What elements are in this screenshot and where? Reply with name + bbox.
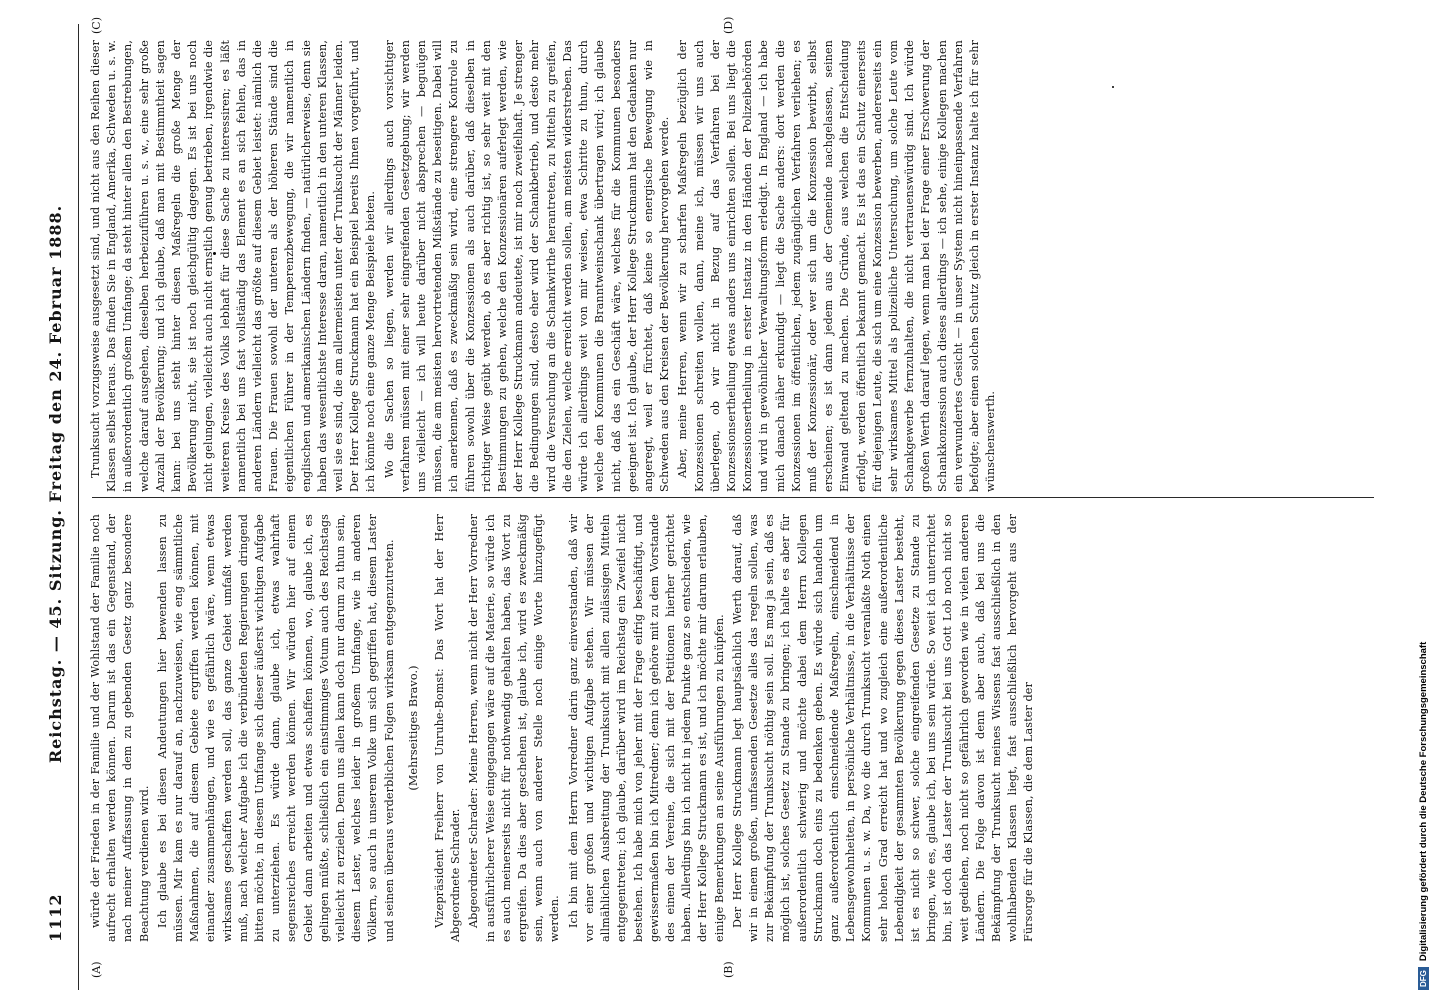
- header-title: Reichstag. — 45. Sitzung. Freitag den 24. Februar 1888.: [46, 204, 65, 764]
- paragraph: Wo die Sachen so liegen, werden wir allerdings auch vorsichtiger verfahren müssen mit einer sehr eingreifenden Gesetzgebung; wir werden uns vielleicht — ich will heute darüber nicht absprechen — beguügen müssen, die am meisten hervortretenden Mißstände zu beseitigen. Dabei will ich anerkennen, daß es zweckmäßig sein wird, eine strengere Kontrole zu führen sowohl über die Konzessionen als auch darüber, daß dieselben in richtiger Weise geübt werden, ob es aber richtig ist, so sehr weit mit den Bestimmungen zu gehen, welche den Konzessionären auferlegt werden, wie der Herr Kollege Struckmann andeutete, ist mir noch zweifelhaft. Je strenger die Bedingungen sind, desto eher wird der Schankbetrieb, und desto mehr wird die Versuchung an die Schankwirthe herantreten, zu Mitteln zu greifen, die den Zielen, welche erreicht werden sollen, am meisten widerstreben. Das würde ich allerdings weit von mir weisen, etwa Schritte zu thun, durch welche den Kommunen die Branntweinschank übertragen wird; ich glaube nicht, daß das ein Geschäft wäre, welches für die Kommunen besonders geeignet ist. Ich glaube, der Herr Kollege Struckmann hat den Gedanken nur angeregt, weil er fürchtet, daß keine so energische Bewegung wie in Schweden aus den Kreisen der Bevölkerung hervorgehen werde.: [382, 40, 672, 492]
- paragraph: Abgeordneter Schrader: Meine Herren, wenn nicht der Herr Vorredner in ausführlicherer Weise eingegangen wäre auf die Materie, so würde ich es auch meinerseits nicht für nothwendig gehalten haben, das Wort zu ergreifen. Da dies aber geschehen ist, glaube ich, wird es zweckmäßig sein, wenn auch von anderer Stelle noch einige Worte hinzugefügt werden.: [467, 514, 562, 942]
- margin-marker-a: (A): [90, 961, 103, 978]
- credit-text: Digitalisierung gefördert durch die Deutsche Forschungsgemeinschaft: [1418, 641, 1429, 962]
- paragraph: Aber, meine Herren, wenn wir zu scharfen Maßregeln bezüglich der Konzessionen schreiten wollen, dann, meine ich, müssen wir uns auch überlegen, ob wir nicht in Bezug auf das Verfahren bei der Konzessionsertheilung etwas anders uns einrichten sollen. Bei uns liegt die Konzessionsertheilung in erster Instanz in den Händen der Polizeibehörden und wird in gewöhnlicher Verwaltungsform erledigt. In England — ich habe mich danach näher erkundigt — liegt die Sache anders: dort werden die Konzessionen im öffentlichen, jedem zugänglichen Verfahren verliehen; es muß der Konzessionär, oder wer sich um die Konzession bewirbt, selbst erscheinen; es ist dann jedem aus der Gemeinde nachgelassen, seinen Einwand geltend zu machen. Die Gründe, aus welchen die Entscheidung erfolgt, werden öffentlich bekannt gemacht. Es ist das ein Schutz einerseits für diejenigen Leute, die sich um eine Konzession bewerben, andererseits ein sehr wirksames Mittel als polizeiliche Untersuchung, um solche Leute vom Schankgewerbe fernzuhalten, die nicht vertrauenswürdig sind. Ich würde großen Werth darauf legen, wenn man bei der Frage einer Erschwerung der Schankkonzession auch dieses allerdings — ich sehe, einige Kollegen machen ein verwundertes Gesicht — in unser System nicht hineinpassende Verfahren befolgte; aber einen solchen Schutz gleich in erster Instanz halte ich für sehr wünschenswerth.: [676, 40, 998, 492]
- margin-marker-d: (D): [722, 16, 735, 34]
- dfg-logo-icon: DFG: [1418, 967, 1429, 990]
- paragraph: Der Herr Kollege Struckmann legt hauptsächlich Werth darauf, daß wir in einem großen, umfassenden Gesetze alles das regeln sollen, was zur Bekämpfung der Trunksucht nöthig sein soll. Es mag ja sein, daß es möglich ist, solches Gesetz zu Stande zu bringen; ich halte es aber für außerordentlich schwierig und möchte dabei dem Herrn Kollegen Struckmann doch eins zu bedenken geben. Es würde sich handeln um ganz außerordentlich einschneidende Maßregeln, einschneidend in Lebensgewohnheiten, in persönliche Verhältnisse, in die Verhältnisse der Kommunen u. s. w. Da, wo die durch Trunksucht veranlaßte Noth einen sehr hohen Grad erreicht hat und wo zugleich eine außerordentliche Lebendigkeit der gesammten Bevölkerung gegen dieses Laster besteht, ist es nicht so schwer, solche eingreifenden Gesetze zu Stande zu bringen, wie es, glaube ich, bei uns sein würde. So weit ich unterrichtet bin, ist doch das Laster der Trunksucht bei uns Gott Lob noch nicht so weit gediehen, noch nicht so gefährlich geworden wie in vielen anderen Ländern. Die Folge davon ist denn aber auch, daß bei uns die Bekämpfung der Trunksucht meines Wissens fast ausschließlich in den wohlhabenden Klassen liegt, fast ausschließlich hervorgeht aus der Fürsorge für die Klassen, die dem Laster der: [730, 514, 1036, 942]
- paragraph: Ich glaube es bei diesen Andeutungen hier bewenden lassen zu müssen. Mir kam es nur darauf an, nachzuweisen, wie eng sämmtliche Maßnahmen, die auf diesem Gebiete ergriffen werden können, mit einander zusammenhängen, und wie es gefährlich wäre, wenn etwas wirksames geschaffen werden soll, das ganze Gebiet umfaßt werden muß, nach welcher Aufgabe ich die verbündeten Regierungen dringend bitten möchte, in diesem Umfange sich dieser äußerst wichtigen Aufgabe zu unterziehen. Es würde dann, glaube ich, etwas wahrhaft segensreiches erreicht werden können. Wir würden hier auf einem Gebiet dann arbeiten und etwas schaffen können, wo, glaube ich, es gelingen müßte, schließlich ein einstimmiges Votum auch des Reichstags vielleicht zu erzielen. Denn uns allen kann doch nur darum zu thun sein, diesem Laster, welches leider in großem Umfange, wie in anderen Völkern, so auch in unserem Volke um sich gegriffen hat, diesem Laster und seinen überaus verderblichen Folgen wirksam entgegenzutreten.: [155, 514, 396, 942]
- margin-marker-c: (C): [90, 17, 103, 34]
- right-column: [88, 40, 1298, 492]
- applause-note: (Mehrseitiges Bravo.): [406, 665, 420, 791]
- paragraph: Trunksucht vorzugsweise ausgesetzt sind, und nicht aus den Reihen dieser Klassen selbst heraus. Das finden Sie in England, Amerika, Schweden u. s. w. in außerordentlich großem Umfange; da steht hinter allen den Bestrebungen, welche darauf ausgehen, dieselben herbeizuführen u. s. w., eine sehr große Anzahl der Bevölkerung; und ich glaube, daß man mit Bestimmtheit sagen kann: bei uns steht hinter diesen Maßregeln die große Menge der Bevölkerung nicht, sie ist noch gleichgültig dagegen. Es ist bei uns noch nicht gelungen, vielleicht auch nicht ernstlich genug betrieben, irgendwie die weiteren Kreise des Volks lebhaft für diese Sache zu interessiren; es läßt namentlich bei uns fast vollständig das Element es an sich fehlen, das in anderen Ländern vielleicht das größte auf diesem Gebiet leistet: nämlich die Frauen. Die Frauen sowohl der unteren als der höheren Stände sind die eigentlichen Führer in der Temperenzbewegung, die wir namentlich in englischen und amerikanischen Ländern finden, — natürlicherweise, denn sie haben das wesentlichste Interesse daran, namentlich in den unteren Klassen, weil sie es sind, die am allermeisten unter der Trunksucht der Männer leiden. Der Herr Kollege Struckmann hat ein Beispiel bereits Ihnen vorgeführt, und ich könnte noch eine ganze Menge Beispiele bieten.: [89, 40, 378, 492]
- page-number: 1112: [46, 893, 65, 942]
- digitization-credit: [1418, 642, 1429, 990]
- paragraph: würde der Frieden in der Familie und der Wohlstand der Familie noch aufrecht erhalten werden können. Darum ist das ein Gegenstand, der nach meiner Auffassung in dem zu gebenden Gesetz ganz besondere Beachtung verdienen wird.: [89, 514, 151, 942]
- speaker-announcement: Vizepräsident Freiherr von Unruhe-Bomst: Das Wort hat der Herr Abgeordnete Schrader.: [433, 514, 463, 942]
- left-column: [88, 514, 1298, 942]
- paragraph: Ich bin mit dem Herrn Vorredner darin ganz einverstanden, daß wir vor einer großen und wichtigen Aufgabe stehen. Wir müssen der allmählichen Ausbreitung der Trunksucht mit allen zulässigen Mitteln entgegentreten; ich glaube, darüber wird im Reichstag ein Zweifel nicht bestehen. Ich habe mich von jeher mit der Frage eifrig beschäftigt, und gewissermaßen bin ich Mitredner; denn ich gehöre mit zu dem Vorstande des einen der Vereine, die sich mit der Petitionen hierher gerichtet haben. Allerdings bin ich nicht in jedem Punkte ganz so entschieden, wie der Herr Kollege Struckmann es ist, und ich möchte mir darum erlauben, einige Bemerkungen an seine Ausführungen zu knüpfen.: [566, 514, 726, 942]
- margin-marker-b: (B): [722, 961, 735, 978]
- running-header: [46, 26, 72, 942]
